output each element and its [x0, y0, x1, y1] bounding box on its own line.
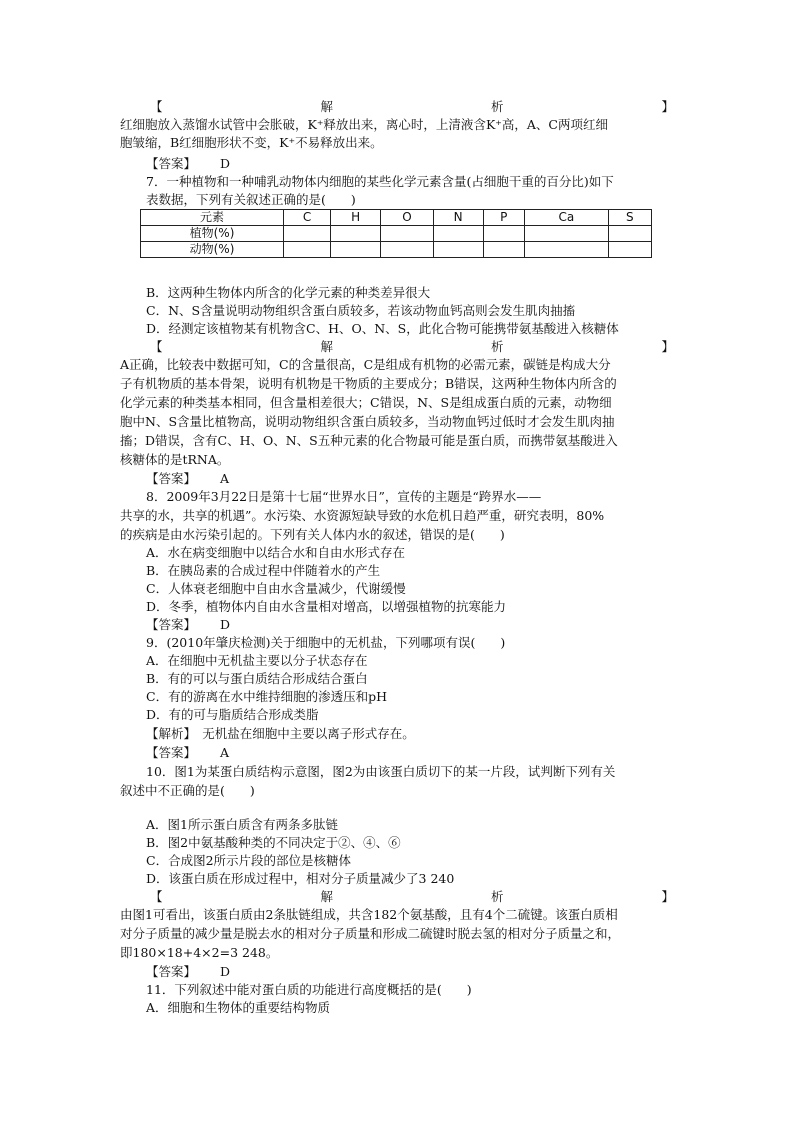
table-cell: [524, 226, 608, 242]
answer-label: 【答案】: [146, 156, 197, 171]
table-cell: [483, 226, 524, 242]
table-cell: P: [483, 210, 524, 226]
bracket-close: 】: [661, 339, 674, 354]
option-d: D．冬季，植物体内自由水含量相对增高，以增强植物的抗寒能力: [146, 599, 507, 614]
table-cell: [331, 242, 381, 258]
element-table: [140, 209, 652, 258]
text-line: 胞皱缩，B红细胞形状不变，K⁺不易释放出来。: [120, 135, 383, 150]
table-cell: O: [381, 210, 433, 226]
text-line: 对分子质量的减少量是脱去水的相对分子质量和形成二硫键时脱去氢的相对分子质量之和，: [120, 926, 621, 941]
analysis-line: 【解析】 无机盐在细胞中主要以离子形式存在。: [146, 726, 415, 741]
analysis-header: [150, 338, 674, 356]
table-cell: [381, 242, 433, 258]
analysis-header: [150, 888, 674, 906]
question-10-stem: 10．图1为某蛋白质结构示意图，图2为由该蛋白质切下的某一片段，试判断下列有关: [146, 764, 616, 779]
option-b: B．在胰岛素的合成过程中伴随着水的产生: [146, 563, 381, 578]
question-9-stem: 9．(2010年肇庆检测)关于细胞中的无机盐，下列哪项有误( ): [146, 635, 506, 650]
answer-value: D: [220, 156, 231, 171]
question-7-stem: 7．一种植物和一种哺乳动物体内细胞的某些化学元素含量(占细胞干重的百分比)如下: [146, 174, 614, 189]
option-a: A．图1所示蛋白质含有两条多肽链: [146, 817, 338, 832]
table-cell: 元素: [141, 210, 284, 226]
option-c: C．N、S含量说明动物组织含蛋白质较多，若该动物血钙高则会发生肌肉抽搐: [146, 303, 576, 318]
analysis-char-1: 解: [320, 889, 333, 904]
analysis-char-2: 析: [490, 99, 504, 114]
table-cell: N: [433, 210, 483, 226]
option-a: A．细胞和生物体的重要结构物质: [146, 1000, 331, 1015]
bracket-close: 】: [661, 889, 674, 904]
answer-value: A: [220, 471, 230, 486]
bracket-open: 【: [150, 99, 163, 114]
answer-label: 【答案】: [146, 617, 197, 632]
text-line: 的疾病是由水污染引起的。下列有关人体内水的叙述，错误的是( ): [120, 527, 505, 542]
option-c: C．人体衰老细胞中自由水含量减少，代谢缓慢: [146, 581, 406, 596]
text-line: 共享的水，共享的机遇”。水污染、水资源短缺导致的水危机日趋严重，研究表明，80%: [120, 508, 605, 523]
table-cell: [331, 226, 381, 242]
text-line: 子有机物质的基本骨架，说明有机物是干物质的主要成分；B错误，这两种生物体内所含的: [120, 376, 617, 391]
table-cell: [381, 226, 433, 242]
option-a: A．在细胞中无机盐主要以分子状态存在: [146, 653, 368, 668]
text-line: 红细胞放入蒸馏水试管中会胀破，K⁺释放出来，离心时，上清液含K⁺高，A、C两项红细: [120, 117, 608, 132]
table-cell: [608, 242, 651, 258]
table-cell: [433, 242, 483, 258]
text-line: A正确，比较表中数据可知，C的含量很高，C是组成有机物的必需元素，碳链是构成大分: [120, 357, 611, 372]
analysis-char-1: 解: [320, 99, 333, 114]
answer-value: A: [220, 745, 230, 760]
table-cell: 动物(%): [141, 242, 284, 258]
answer-value: D: [220, 964, 231, 979]
answer-line: [146, 744, 680, 762]
table-cell: S: [608, 210, 651, 226]
question-7-stem-cont: 表数据，下列有关叙述正确的是( ): [146, 192, 356, 207]
table-header-row: [141, 210, 652, 226]
table-cell: [284, 226, 331, 242]
answer-label: 【答案】: [146, 964, 197, 979]
option-d: D．有的可与脂质结合形成类脂: [146, 707, 319, 722]
table-cell: H: [331, 210, 381, 226]
question-11-stem: 11．下列叙述中能对蛋白质的功能进行高度概括的是( ): [146, 982, 472, 997]
analysis-char-1: 解: [320, 339, 333, 354]
option-b: B．图2中氨基酸种类的不同决定于②、④、⑥: [146, 835, 401, 850]
table-row: [141, 242, 652, 258]
table-cell: [284, 242, 331, 258]
answer-line: [146, 470, 680, 488]
analysis-char-2: 析: [490, 339, 504, 354]
analysis-char-2: 析: [490, 889, 504, 904]
bracket-open: 【: [150, 339, 163, 354]
table-cell: Ca: [524, 210, 608, 226]
answer-line: [146, 155, 680, 173]
answer-line: [146, 963, 680, 981]
text-line: 即180×18+4×2=3 248。: [120, 945, 279, 960]
text-line: 叙述中不正确的是( ): [120, 783, 255, 798]
bracket-close: 】: [661, 99, 674, 114]
table-cell: C: [284, 210, 331, 226]
question-8-stem: 8．2009年3月22日是第十七届“世界水日”，宣传的主题是“跨界水——: [146, 489, 542, 504]
analysis-header: [150, 98, 674, 116]
answer-label: 【答案】: [146, 471, 197, 486]
option-d: D．经测定该植物某有机物含C、H、O、N、S，此化合物可能携带氨基酸进入核糖体: [146, 321, 619, 336]
answer-line: [146, 616, 680, 634]
table-cell: [483, 242, 524, 258]
option-c: C．合成图2所示片段的部位是核糖体: [146, 853, 352, 868]
option-b: B．有的可以与蛋白质结合形成结合蛋白: [146, 671, 368, 686]
option-b: B．这两种生物体内所含的化学元素的种类差异很大: [146, 285, 431, 300]
text-line: 核糖体的是tRNA。: [120, 452, 230, 467]
bracket-open: 【: [150, 889, 163, 904]
option-d: D．该蛋白质在形成过程中，相对分子质量减少了3 240: [146, 871, 455, 886]
text-line: 由图1可看出，该蛋白质由2条肽链组成，共含182个氨基酸，且有4个二硫键。该蛋白质相: [120, 907, 618, 922]
table-row: [141, 226, 652, 242]
answer-label: 【答案】: [146, 745, 197, 760]
text-line: 搐；D错误，含有C、H、O、N、S五种元素的化合物最可能是蛋白质，而携带氨基酸进入: [120, 433, 618, 448]
table-cell: [524, 242, 608, 258]
text-line: 化学元素的种类基本相同，但含量相差很大；C错误，N、S是组成蛋白质的元素，动物细: [120, 395, 612, 410]
table-cell: 植物(%): [141, 226, 284, 242]
table-cell: [433, 226, 483, 242]
table-cell: [608, 226, 651, 242]
option-c: C．有的游离在水中维持细胞的渗透压和pH: [146, 689, 387, 704]
option-a: A．水在病变细胞中以结合水和自由水形式存在: [146, 545, 406, 560]
text-line: 胞中N、S含量比植物高，说明动物组织含蛋白质较多，当动物血钙过低时才会发生肌肉抽: [120, 414, 615, 429]
answer-value: D: [220, 617, 231, 632]
